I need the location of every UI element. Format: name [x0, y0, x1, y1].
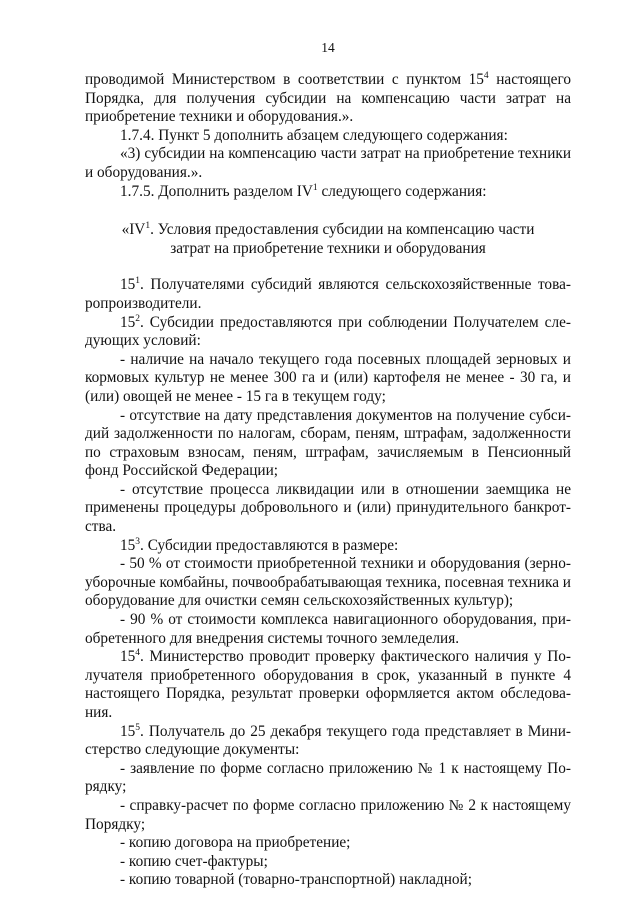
text-run: - 90 % от стоимости комплекса навигационного оборудования, приобретенного для внедрения системы точного земледелия.	[85, 611, 571, 647]
text-run: следующего содержания:	[317, 182, 487, 200]
text-run: 1.7.4. Пункт 5 дополнить абзацем следующего содержания:	[120, 126, 508, 144]
paragraph-153-a	[85, 555, 571, 611]
superscript-index: 1	[135, 276, 141, 287]
paragraph-155-a	[85, 760, 571, 797]
paragraph-cont	[85, 71, 571, 127]
text-run: . Субсидии предоставляются в размере:	[140, 536, 399, 554]
paragraph-152	[85, 314, 571, 351]
paragraph-155-e	[85, 871, 571, 890]
text-run: - отсутствие на дату представления документов на получение субсидий задолженности по налогам, сборам, пеням, штрафам, задолженности по страховым взносам, пеням, штрафам, зачисляемым в Пенсионный фонд Российской Федерации;	[85, 406, 571, 480]
paragraph-155-b	[85, 797, 571, 834]
superscript-index: 1	[312, 182, 318, 193]
paragraph-152-c	[85, 481, 571, 537]
paragraph-151	[85, 276, 571, 313]
paragraph-155	[85, 723, 571, 760]
text-run: - копию товарной (товарно-транспортной) накладной;	[120, 871, 472, 889]
text-run: 15	[120, 722, 136, 740]
paragraph-153-b	[85, 611, 571, 648]
text-run: «IV	[121, 221, 146, 239]
text-run: 15	[120, 313, 136, 331]
text-run: - заявление по форме согласно приложению № 1 к настоящему Порядку;	[85, 759, 571, 796]
superscript-index: 4	[483, 71, 489, 81]
paragraph-153	[85, 537, 571, 556]
superscript-index: 3	[135, 536, 141, 547]
paragraph-heading	[115, 221, 541, 258]
text-run: - 50 % от стоимости приобретенной техники и оборудования (зерноуборочные комбайны, почвообрабатывающая техника, посевная техника и оборудование для очистки семян сельскохозяйственных культур);	[85, 555, 571, 610]
text-run: проводимой Министерством в соответствии с пунктом 15	[85, 71, 484, 88]
text-run: настоящего Порядка, для получения субсидии на компенсацию части затрат на приобретение техники и оборудования.».	[85, 71, 571, 126]
text-run: . Субсидии предоставляются при соблюдении Получателем следующих условий:	[85, 313, 571, 350]
paragraph-152-b	[85, 407, 571, 481]
text-run: - наличие на начало текущего года посевных площадей зерновых и кормовых культур не менее 300 га и (или) картофеля не менее - 30 га, и (или) овощей не менее - 15 га в текущем году;	[85, 350, 571, 405]
text-run: . Получателями субсидий являются сельскохозяйственные товаропроизводители.	[85, 276, 571, 312]
text-run: - справку-расчет по форме согласно приложению № 2 к настоящему Порядку;	[85, 796, 571, 833]
text-run: 15	[120, 276, 136, 294]
superscript-index: 5	[135, 722, 141, 733]
text-run: 15	[120, 648, 136, 666]
text-run: «3) субсидии на компенсацию части затрат на приобретение техники и оборудования.».	[85, 145, 571, 181]
paragraph-155-d	[85, 853, 571, 872]
text-run: . Получатель до 25 декабря текущего года представляет в Министерство следующие документы:	[85, 722, 571, 759]
text-run: 15	[120, 536, 136, 554]
paragraph-quote3	[85, 145, 571, 182]
text-run: - копию счет-фактуры;	[120, 852, 268, 870]
superscript-index: 4	[135, 648, 141, 659]
superscript-index: 2	[135, 313, 141, 324]
paragraph-152-a	[85, 351, 571, 407]
text-run: . Условия предоставления субсидии на компенсацию части затрат на приобретение техники и оборудования	[150, 221, 535, 257]
paragraph-154	[85, 648, 571, 722]
paragraph-175	[85, 183, 571, 202]
superscript-index: 1	[145, 221, 151, 232]
paragraph-174	[85, 127, 571, 146]
paragraph-155-c	[85, 834, 571, 853]
document-body	[85, 71, 571, 890]
text-run: . Министерство проводит проверку фактического наличия у Получателя приобретенного оборудования в срок, указанный в пункте 4 настоящего Порядка, результат проверки оформляется актом обследования.	[85, 648, 571, 721]
text-run: - копию договора на приобретение;	[120, 834, 351, 852]
page-number: 14	[321, 40, 335, 55]
text-run: 1.7.5. Дополнить разделом IV	[120, 182, 313, 200]
text-run: - отсутствие процесса ликвидации или в отношении заемщика не применены процедуры добровольного и (или) принудительного банкротства.	[85, 480, 571, 536]
